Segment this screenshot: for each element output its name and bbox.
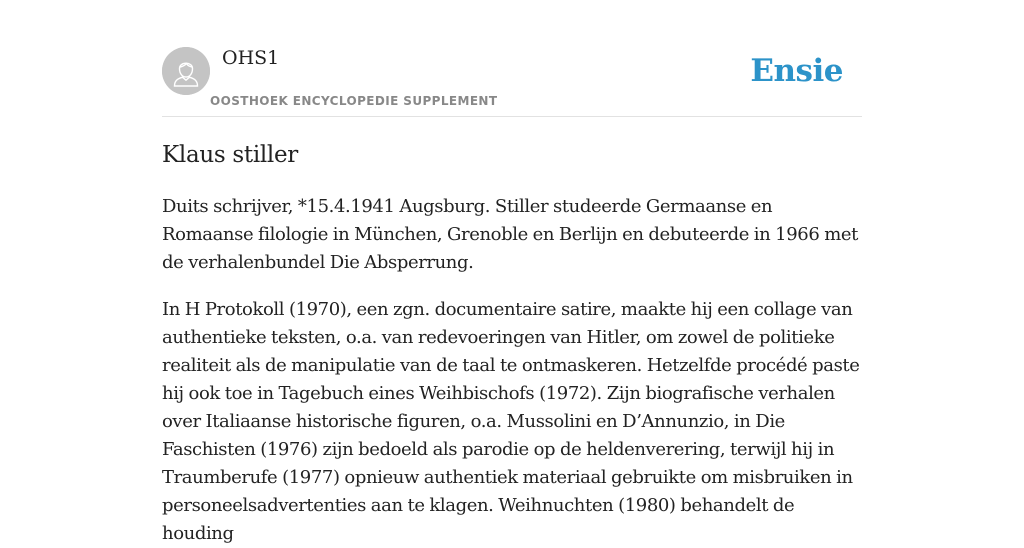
article-paragraph: In H Protokoll (1970), een zgn. documentaire satire, maakte hij een collage van authentieke teksten, o.a. van redevoeringen van Hitler, om zowel de politieke realiteit als de manipulatie van de taal te ontmaskeren. Hetzelfde procédé paste hij ook toe in Tagebuch eines Weihbischofs (1972). Zijn biografische verhalen over Italiaanse historische figuren, o.a. Mussolini en D’Annunzio, in Die Faschisten (1976) zijn bedoeld als parodie op de heldenverering, terwijl hij in Traumberufe (1977) opnieuw authentiek materiaal gebruikte om misbruiken in personeelsadvertenties aan te klagen. Weihnuchten (1980) behandelt de houding	[162, 299, 860, 544]
brand-logo[interactable]: Ensie	[750, 53, 843, 89]
source-code[interactable]: OHS1	[222, 47, 280, 69]
source-header	[162, 46, 862, 117]
user-icon[interactable]	[162, 47, 210, 95]
article-paragraph: Duits schrijver, *15.4.1941 Augsburg. Stiller studeerde Germaanse en Romaanse filologie in München, Grenoble en Berlijn en debuteerde in 1966 met de verhalenbundel Die Absperrung.	[162, 196, 858, 273]
source-name[interactable]: OOSTHOEK ENCYCLOPEDIE SUPPLEMENT	[210, 94, 498, 108]
article-title: Klaus stiller	[162, 142, 298, 168]
article	[162, 139, 862, 548]
